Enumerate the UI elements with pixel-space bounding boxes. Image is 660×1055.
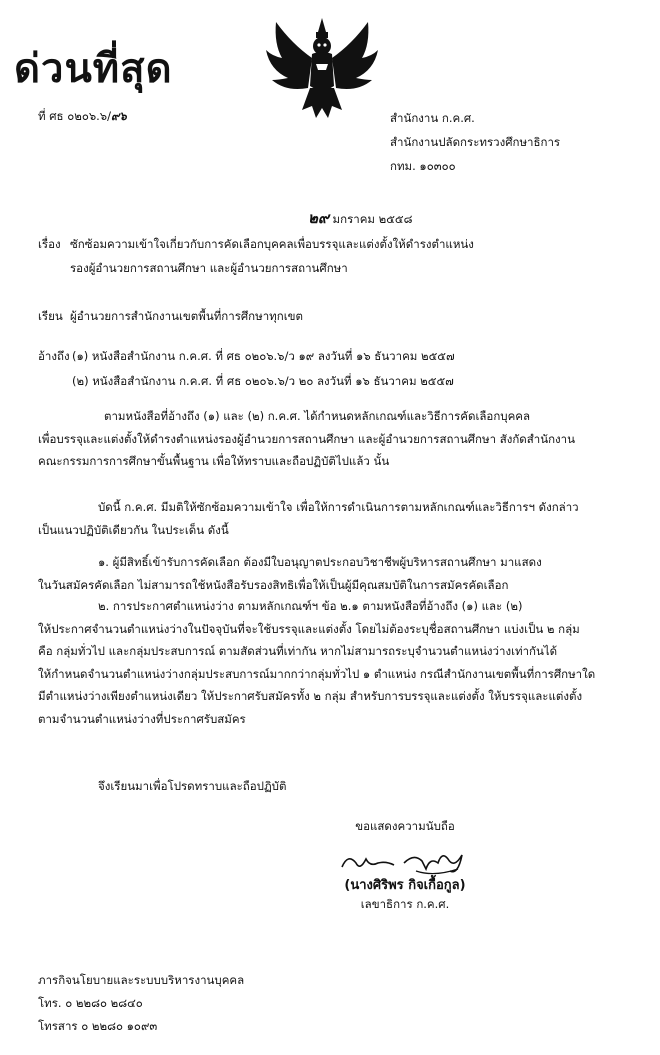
recipient-label: เรียน <box>38 309 63 323</box>
subject-line: รองผู้อำนวยการสถานศึกษา และผู้อำนวยการสถานศึกษา <box>70 261 348 275</box>
paragraph-line: ในวันสมัครคัดเลือก ไม่สามารถใช้หนังสือรับรองสิทธิเพื่อให้เป็นผู้มีคุณสมบัติในการสมัครคัดเลือก <box>38 577 509 592</box>
subject-line: ซักซ้อมความเข้าใจเกี่ยวกับการคัดเลือกบุคคลเพื่อบรรจุและแต่งตั้งให้ดำรงตำแหน่ง <box>70 237 474 251</box>
signer-position: เลขาธิการ ก.ค.ศ. <box>360 897 450 911</box>
garuda-emblem <box>262 14 382 126</box>
ref-label: ที่ ศธ <box>38 109 64 123</box>
paragraph-line: ให้กำหนดจำนวนตำแหน่งว่างกลุ่มประสบการณ์มากกว่ากลุ่มทั่วไป ๑ ตำแหน่ง กรณีสำนักงานเขตพื้นที่การศึกษาใด <box>38 666 596 681</box>
office-address <box>390 110 560 182</box>
paragraph-line: ตามจำนวนตำแหน่งว่างที่ประกาศรับสมัคร <box>38 711 246 726</box>
date-rest: มกราคม ๒๕๕๘ <box>332 212 413 226</box>
paragraph-line: คือ กลุ่มทั่วไป และกลุ่มประสบการณ์ ตามสัดส่วนที่เท่ากัน หากไม่สามารถระบุจำนวนตำแหน่งว่างเท่ากันได้ <box>38 644 558 658</box>
paragraph-line: ๒. การประกาศตำแหน่งว่าง ตามหลักเกณฑ์ฯ ข้อ ๒.๑ ตามหนังสือที่อ้างถึง (๑) และ (๒) <box>98 599 523 613</box>
footer-contact <box>38 972 244 1041</box>
references-label: อ้างถึง <box>38 349 70 363</box>
signer-name: (นางศิริพร กิจเกื้อกูล) <box>344 878 466 893</box>
ref-number: ๐๒๐๖.๖/ <box>67 109 111 123</box>
item-2 <box>38 598 618 733</box>
date-day: ๒๙ <box>308 209 329 227</box>
closing-sentence: จึงเรียนมาเพื่อโปรดทราบและถือปฏิบัติ <box>98 779 287 793</box>
subject-label: เรื่อง <box>38 237 61 251</box>
reference-number <box>38 108 127 125</box>
office-line: กทม. ๑๐๓๐๐ <box>390 159 456 173</box>
urgency-heading: ด่วนที่สุด <box>14 46 173 92</box>
reference-item-1: (๑) หนังสือสำนักงาน ก.ค.ศ. ที่ ศธ ๐๒๐๖.๖/ว ๑๙ ลงวันที่ ๑๖ ธันวาคม ๒๕๕๗ <box>72 349 455 363</box>
office-line: สำนักงานปลัดกระทรวงศึกษาธิการ <box>390 135 561 149</box>
paragraph-line: บัดนี้ ก.ค.ศ. มีมติให้ซักซ้อมความเข้าใจ เพื่อให้การดำเนินการตามหลักเกณฑ์และวิธีการฯ ดังกล่าว <box>98 500 579 514</box>
item-1 <box>38 554 618 599</box>
regards-text: ขอแสดงความนับถือ <box>355 819 455 833</box>
recipient-text: ผู้อำนวยการสำนักงานเขตพื้นที่การศึกษาทุกเขต <box>70 309 303 323</box>
subject-text <box>70 236 630 284</box>
paragraph-line: เพื่อบรรจุและแต่งตั้งให้ดำรงตำแหน่งรองผู้อำนวยการสถานศึกษา และผู้อำนวยการสถานศึกษา สังกัดสำนักงาน <box>38 431 575 446</box>
paragraph-1 <box>38 408 618 476</box>
document-date <box>308 206 413 230</box>
paragraph-2 <box>38 499 618 544</box>
footer-line: โทร. ๐ ๒๒๘๐ ๒๘๔๐ <box>38 996 143 1010</box>
ref-handwritten: ๙๖ <box>110 109 127 123</box>
signature-block <box>330 818 480 913</box>
paragraph-line: ๑. ผู้มีสิทธิ์เข้ารับการคัดเลือก ต้องมีใบอนุญาตประกอบวิชาชีพผู้บริหารสถานศึกษา มาแสดง <box>98 555 542 569</box>
paragraph-line: มีตำแหน่งว่างเพียงตำแหน่งเดียว ให้ประกาศรับสมัครทั้ง ๒ กลุ่ม สำหรับการบรรจุและแต่งตั้ง ให้บรรจุและแต่งตั้ง <box>38 689 583 703</box>
footer-line: โทรสาร ๐ ๒๒๘๐ ๑๐๙๓ <box>38 1019 158 1033</box>
paragraph-line: คณะกรรมการการศึกษาขั้นพื้นฐาน เพื่อให้ทราบและถือปฏิบัติไปแล้ว นั้น <box>38 454 390 468</box>
paragraph-line: ให้ประกาศจำนวนตำแหน่งว่างในปัจจุบันที่จะใช้บรรจุและแต่งตั้ง โดยไม่ต้องระบุชื่อสถานศึกษา แบ่งเป็น ๒ กลุ่ม <box>38 621 580 636</box>
footer-line: ภารกิจนโยบายและระบบบริหารงานบุคคล <box>38 973 245 987</box>
reference-item-2: (๒) หนังสือสำนักงาน ก.ค.ศ. ที่ ศธ ๐๒๐๖.๖/ว ๒๐ ลงวันที่ ๑๖ ธันวาคม ๒๕๕๗ <box>72 374 454 388</box>
paragraph-line: เป็นแนวปฏิบัติเดียวกัน ในประเด็น ดังนี้ <box>38 522 229 537</box>
office-line: สำนักงาน ก.ค.ศ. <box>390 111 475 125</box>
paragraph-line: ตามหนังสือที่อ้างถึง (๑) และ (๒) ก.ค.ศ. ได้กำหนดหลักเกณฑ์และวิธีการคัดเลือกบุคคล <box>104 409 531 423</box>
